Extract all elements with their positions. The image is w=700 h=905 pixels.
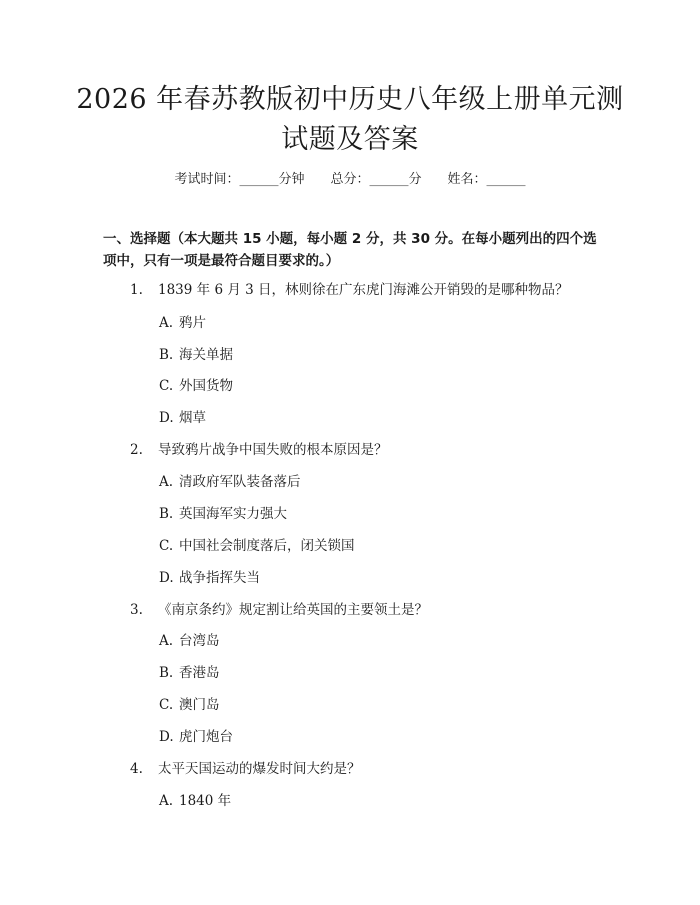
total-score-label: 总分：______分	[330, 172, 422, 187]
title-line-2: 试题及答案	[281, 124, 419, 155]
option-text: 中国社会制度落后，闭关锁国	[179, 538, 355, 554]
question-text: 导致鸦片战争中国失败的根本原因是？	[158, 442, 388, 458]
option-text: 鸦片	[179, 315, 206, 331]
option-text: 海关单据	[179, 347, 233, 363]
question-number: 2.	[130, 442, 143, 458]
question-2	[130, 440, 388, 460]
option-text: 烟草	[179, 410, 206, 426]
option-text: 虎门炮台	[179, 729, 233, 745]
option-letter: B.	[159, 347, 174, 363]
option-letter: A.	[159, 793, 174, 809]
option-4a	[159, 791, 231, 811]
question-text: 太平天国运动的爆发时间大约是？	[158, 761, 361, 777]
option-2b	[159, 504, 287, 524]
exam-time-label: 考试时间：______分钟	[174, 172, 305, 187]
option-text: 英国海军实力强大	[179, 506, 287, 522]
option-3c	[159, 695, 220, 715]
option-text: 外国货物	[179, 378, 233, 394]
option-text: 台湾岛	[179, 633, 220, 649]
option-letter: D.	[159, 410, 174, 426]
option-letter: C.	[159, 697, 174, 713]
option-3a	[159, 631, 220, 651]
student-name-label: 姓名：______	[447, 172, 526, 187]
option-3b	[159, 663, 220, 683]
option-letter: A.	[159, 633, 174, 649]
option-text: 香港岛	[179, 665, 220, 681]
option-2a	[159, 472, 301, 492]
option-letter: A.	[159, 315, 174, 331]
question-number: 1.	[130, 282, 143, 298]
question-1	[130, 280, 569, 300]
title-line-1: 2026 年春苏教版初中历史八年级上册单元测	[76, 84, 624, 115]
option-letter: A.	[159, 474, 174, 490]
option-text: 战争指挥失当	[179, 570, 260, 586]
option-1a	[159, 313, 206, 333]
option-text: 1840 年	[179, 793, 232, 809]
question-text: 1839 年 6 月 3 日，林则徐在广东虎门海滩公开销毁的是哪种物品？	[158, 282, 569, 298]
question-number: 3.	[130, 602, 143, 618]
question-4	[130, 759, 361, 779]
document-title	[60, 80, 640, 160]
option-letter: C.	[159, 538, 174, 554]
option-text: 澳门岛	[179, 697, 220, 713]
option-text: 清政府军队装备落后	[179, 474, 301, 490]
question-text: 《南京条约》规定割让给英国的主要领土是？	[158, 602, 428, 618]
option-letter: D.	[159, 570, 174, 586]
option-1d	[159, 408, 206, 428]
section-heading-multiple-choice: 一、选择题（本大题共 15 小题，每小题 2 分，共 30 分。在每小题列出的四个选项中，只有一项是最符合题目要求的。）	[103, 231, 597, 269]
option-2c	[159, 536, 355, 556]
option-letter: B.	[159, 665, 174, 681]
option-1b	[159, 345, 233, 365]
question-3	[130, 600, 428, 620]
question-number: 4.	[130, 761, 143, 777]
option-3d	[159, 727, 233, 747]
option-letter: B.	[159, 506, 174, 522]
option-letter: D.	[159, 729, 174, 745]
option-2d	[159, 568, 260, 588]
option-1c	[159, 376, 233, 396]
exam-info-row	[0, 168, 700, 187]
option-letter: C.	[159, 378, 174, 394]
